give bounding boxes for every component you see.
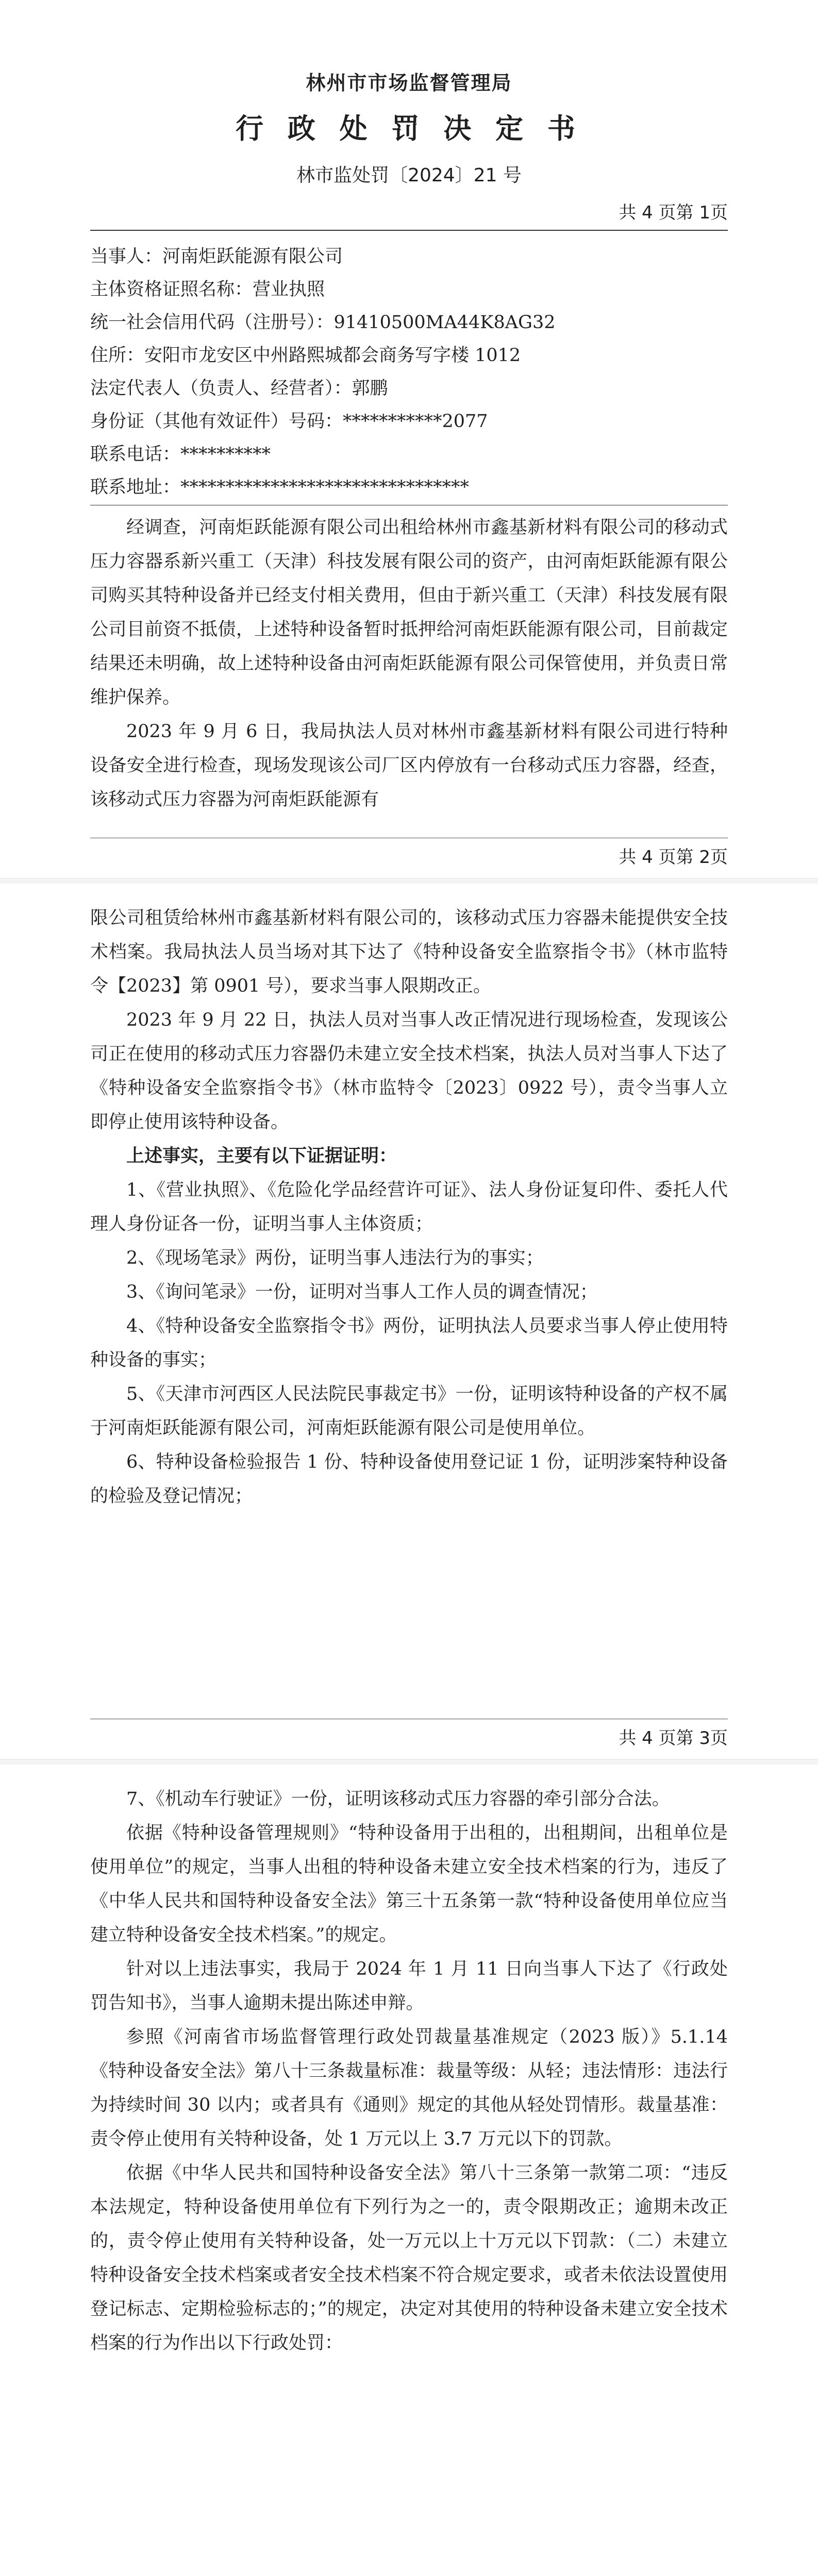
license-name-field: 主体资格证照名称：营业执照 [90, 279, 325, 300]
evidence-item: 3、《询问笔录》一份，证明对当事人工作人员的调查情况； [126, 1282, 598, 1302]
document-title: 行 政 处 罚 决 定 书 [236, 112, 582, 145]
page-separator [0, 878, 818, 884]
evidence-item: 7、《机动车行驶证》一份，证明该移动式压力容器的牵引部分合法。 [126, 1789, 670, 1809]
page-indicator: 共 4 页第 1页 [619, 202, 728, 223]
page-separator [0, 1759, 818, 1765]
evidence-item: 2、《现场笔录》两份，证明当事人违法行为的事实； [126, 1248, 544, 1268]
inspection-paragraph: 2023 年 9 月 6 日，我局执法人员对林州市鑫基新材料有限公司进行特种设备安全进行检查，现场发现该公司厂区内停放有一台移动式压力容器，经查，该移动式压力容器为河南炬跃能源有 [90, 721, 728, 810]
page-body [90, 884, 728, 1513]
contact-address-field: 联系地址：******************************** [90, 477, 470, 498]
issuing-agency: 林州市市场监督管理局 [306, 72, 512, 94]
evidence-item: 4、《特种设备安全监察指令书》两份，证明执法人员要求当事人停止使用特种设备的事实； [90, 1316, 728, 1370]
id-number-field: 身份证（其他有效证件）号码：***********2077 [90, 411, 488, 432]
legal-rep-field: 法定代表人（负责人、经营者）：郭鹏 [90, 378, 388, 399]
evidence-item: 6、特种设备检验报告 1 份、特种设备使用登记证 1 份，证明涉案特种设备的检验及登记情况； [90, 1452, 728, 1506]
page-footer: 共 4 页第 3页 [619, 1728, 728, 1749]
header-divider [90, 230, 728, 231]
penalty-basis-paragraph: 依据《中华人民共和国特种设备安全法》第八十三条第一款第二项：“违反本法规定，特种设备使用单位有下列行为之一的，责令限期改正；逾期未改正的，责令停止使用有关特种设备，处一万元以上十万元以下罚款：（二）未建立特种设备安全技术档案或者安全技术档案不符合规定要求，或者未依法设置使用登记标志、定期检验标志的；”的规定，决定对其使用的特种设备未建立安全技术档案的行为作出以下行政处罚： [90, 2163, 728, 2353]
document-page-2 [0, 884, 818, 1765]
page-footer: 共 4 页第 2页 [619, 847, 728, 868]
evidence-item: 5、《天津市河西区人民法院民事裁定书》一份，证明该特种设备的产权不属于河南炬跃能源有限公司，河南炬跃能源有限公司是使用单位。 [90, 1384, 728, 1438]
credit-code-field: 统一社会信用代码（注册号）：91410500MA44K8AG32 [90, 312, 556, 333]
paragraph: 限公司租赁给林州市鑫基新材料有限公司的，该移动式压力容器未能提供安全技术档案。我局执法人员当场对其下达了《特种设备安全监察指令书》（林市监特令【2023】第 0901 号），要求当事人限期改正。 [90, 908, 728, 996]
notice-paragraph: 针对以上违法事实，我局于 2024 年 1 月 11 日向当事人下达了《行政处罚告知书》，当事人逾期未提出陈述申辩。 [90, 1959, 728, 2013]
address-field: 住所：安阳市龙安区中州路熙城都会商务写字楼 1012 [90, 345, 521, 366]
paragraph: 2023 年 9 月 22 日，执法人员对当事人改正情况进行现场检查，发现该公司正在使用的移动式压力容器仍未建立安全技术档案，执法人员对当事人下达了《特种设备安全监察指令书》（林市监特令〔2023〕0922 号），责令当事人立即停止使用该特种设备。 [90, 1010, 728, 1132]
discretion-paragraph: 参照《河南省市场监督管理行政处罚裁量基准规定（2023 版）》5.1.14《特种设备安全法》第八十三条裁量标准：裁量等级：从轻；违法情形：违法行为持续时间 30 以内；或者具有《通则》规定的其他从轻处罚情形。裁量基准：责令停止使用有关特种设备，处 1 万元以上 3.7 万元以下的罚款。 [90, 2027, 728, 2149]
phone-field: 联系电话：********** [90, 444, 271, 465]
party-info [90, 240, 728, 504]
investigation-paragraph: 经调查，河南炬跃能源有限公司出租给林州市鑫基新材料有限公司的移动式压力容器系新兴重工（天津）科技发展有限公司的资产，由河南炬跃能源有限公司购买其特种设备并已经支付相关费用，但由于新兴重工（天津）科技发展有限公司目前资不抵债，上述特种设备暂时抵押给河南炬跃能源有限公司，目前裁定结果还未明确，故上述特种设备由河南炬跃能源有限公司保管使用，并负责日常维护保养。 [90, 517, 728, 708]
page-body [90, 1765, 728, 2360]
document-heading [90, 0, 728, 187]
document-number: 林市监处罚〔2024〕21 号 [296, 165, 522, 186]
evidence-heading: 上述事实，主要有以下证据证明： [126, 1145, 397, 1166]
party-name-field: 当事人：河南炬跃能源有限公司 [90, 246, 343, 267]
evidence-item: 1、《营业执照》、《危险化学品经营许可证》、法人身份证复印件、委托人代理人身份证各一份，证明当事人主体资质； [90, 1180, 728, 1234]
legal-basis-paragraph: 依据《特种设备管理规则》“特种设备用于出租的，出租期间，出租单位是使用单位”的规定，当事人出租的特种设备未建立安全技术档案的行为，违反了《中华人民共和国特种设备安全法》第三十五条第一款“特种设备使用单位应当建立特种设备安全技术档案。”的规定。 [90, 1823, 728, 1945]
document-page-1 [0, 0, 818, 884]
document-page-3 [0, 1765, 818, 2576]
